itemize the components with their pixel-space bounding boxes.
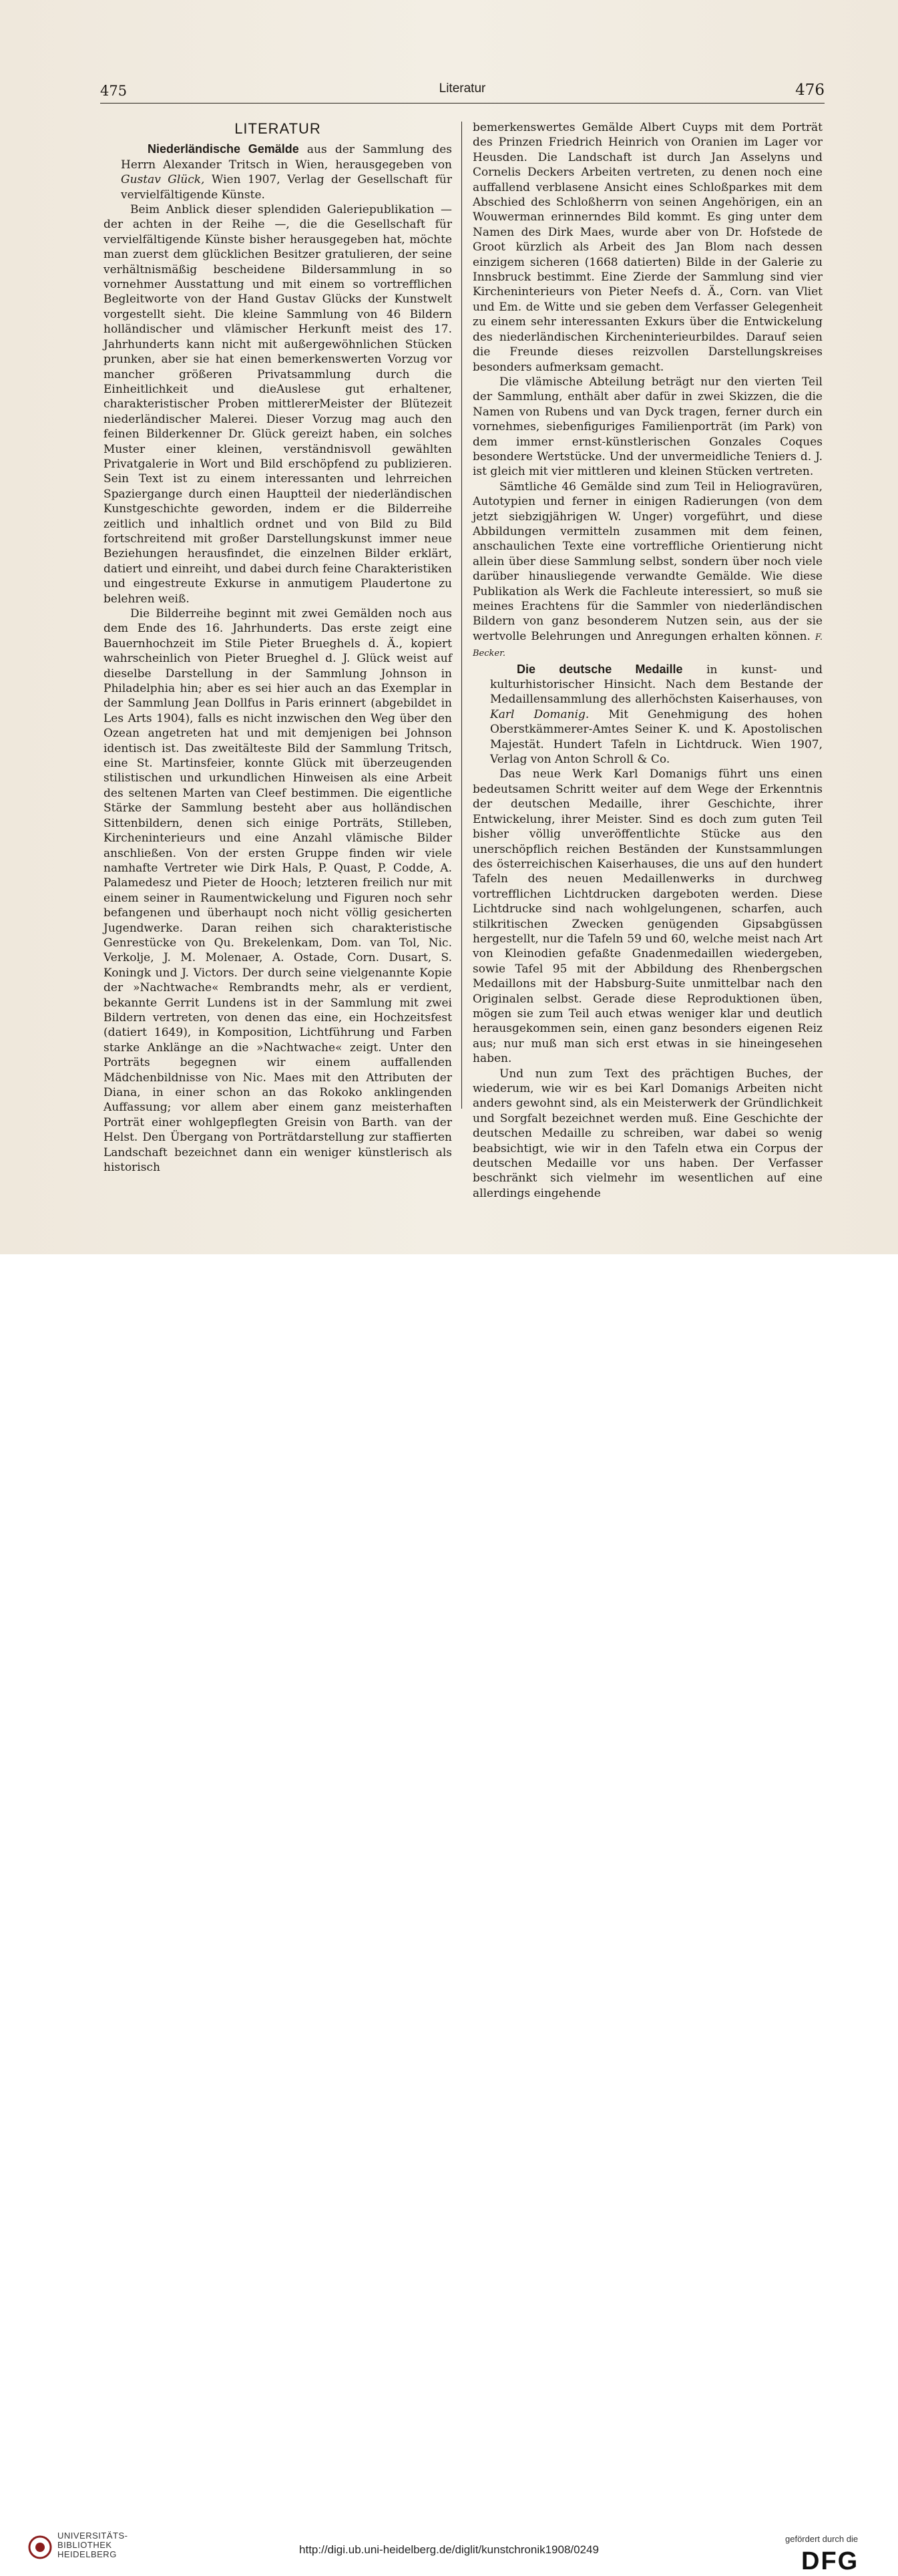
paragraph: Die Bilderreihe beginnt mit zwei Gemälden noch aus dem Ende des 16. Jahrhunderts. Das erste zeigt eine Bauernhochzeit im Stile Pieter Brueghels d. Ä., kopiert wahrscheinlich von Pieter Brueghel d. J. Glück weist auf dieselbe Darstellung in der Sammlung Johnson in Philadelphia hin; aber es sei hier auch an das Exemplar in der Sammlung Jean Dollfus in Paris erinnert (abgebildet in Les Arts 1904), falls es nicht inzwischen den Weg über den Ozean angetreten hat und mit demjenigen bei Johnson identisch ist. Das zweitälteste Bild der Sammlung Tritsch, eine St. Martinsfeier, konnte Glück mit überzeugenden stilistischen und urkundlichen Hinweisen als eine Arbeit des seltenen Marten van Cleef bestimmen. Die eigentliche Stärke der Sammlung besteht aber aus holländischen Sittenbildern, denen sich einige Porträts, Stilleben, Kircheninterieurs und eine Anzahl vlämische Bilder anschließen. Von der ersten Gruppe finden wir viele namhafte Vertreter wie Dirk Hals, P. Quast, P. Codde, A. Palamedesz und Pieter de Hooch; letzteren freilich nur mit einem seiner in Raumentwickelung und Figuren noch sehr befangenen und überhaupt noch nicht völlig gesicherten Jugendwerke. Daran reihen sich charakteristische Genrestücke von Qu. Brekelenkam, Dom. van Tol, Nic. Verkolje, J. M. Molenaer, A. Ostade, Corn. Dusart, S. Koningk und J. Victors. Der durch seine vielgenannte Kopie der »Nachtwache« Rembrandts mehr, als er verdient, bekannte Gerrit Lundens ist in der Sammlung mit zwei Bildern vertreten, von denen das eine, ein Hochzeitsfest (datiert 1649), in Komposition, Lichtführung und Farben starke Anklänge an die »Nachtwache« zeigt. Unter den Porträts begegnen wir einem auffallenden Mädchenbildnisse von Nic. Maes mit den Attributen der Diana, in einer schon an das Rokoko anklingenden Auffassung; vor allem aber einem ganz meisterhaften Porträt einer wohlgepflegten Greisin von Barth. van der Helst. Den Übergang von Porträtdarstellung zur staffierten Landschaft bezeichnet dann ein weniger künstlerisch als historisch [103,607,452,1175]
page-number-left: 475 [100,83,128,99]
entry-text: aus der Sammlung des Herrn Alexander Tritsch in Wien, herausgegeben von [121,143,452,172]
paragraph: Das neue Werk Karl Domanigs führt uns einen bedeutsamen Schritt weiter auf dem Wege der Erkenntnis der deutschen Medaille, ihrer Geschichte, ihrer Entwickelung, ihrer Meister. Sind es doch zum guten Teil bisher völlig unveröffentlichte Stücke aus den unerschöpflich reichen Beständen der Kunstsammlungen des österreichischen Kaiserhauses, die uns auf den hundert Tafeln des neuen Medaillenwerks in durchweg vortrefflichen Lichtdrucken dargeboten werden. Diese Lichtdrucke sind nach wohlgelungenen, scharfen, auch stilkritischen Zwecken genügenden Gipsabgüssen hergestellt, nur die Tafeln 59 und 60, welche meist nach Art von Kleinodien gefaßte Gnadenmedaillen wiedergeben, sowie Tafel 95 mit der Abbildung des Rhenbergschen Medaillons mit der Habsburg-Suite unmittelbar nach den Originalen selbst. Gerade diese Reproduktionen üben, mögen sie zum Teil auch etwas weniger klar und deutlich herausgekommen sein, einen ganz besonders eigenen Reiz aus; nur muß man sich erst etwas in sie hineingesehen haben. [473,767,823,1066]
paragraph [473,480,823,662]
page-number-right: 476 [795,81,825,99]
review-entry-heading [473,662,823,767]
left-column [103,120,452,1175]
entry-publisher: Wien 1907, Verlag der Gesellschaft für vervielfältigende Künste. [121,173,452,202]
funding-text: gefördert durch die [785,2534,859,2544]
entry-text: in kunst- und kulturhistorischer Hinsicht. Nach dem Bestande der Medaillensammlung des allerhöchsten Kaiserhauses, von [490,663,823,707]
permalink-url[interactable]: http://digi.ub.uni-heidelberg.de/diglit/kunstchronik1908/0249 [299,2543,599,2556]
entry-publisher: Mit Genehmigung des hohen Oberstkämmerer-Amtes Seiner K. und K. Apostolischen Majestät. Hundert Tafeln in Lichtdruck. Wien 1907, Verlag von Anton Schroll & Co. [490,707,823,767]
entry-author: Karl Domanig. [490,707,590,721]
dfg-logo: DFG [801,2547,859,2575]
header-rule [100,103,825,104]
right-column [473,120,823,1201]
paragraph: Und nun zum Text des prächtigen Buches, der wiederum, wie wir es bei Karl Domanigs Arbeiten nicht anders gewohnt sind, als ein Meisterwerk der Gründlichkeit und Sorgfalt bezeichnet werden muß. Eine Geschichte der deutschen Medaille zu schreiben, war dabei so wenig beabsichtigt, wie wir in den Tafeln etwa ein Corpus der deutschen Medaille vor uns haben. Der Verfasser beschränkt sich vielmehr im wesentlichen auf eine allerdings eingehende [473,1067,823,1200]
footer-bar [0,1254,898,2575]
paragraph-text: Sämtliche 46 Gemälde sind zum Teil in Heliogravüren, Autotypien und ferner in einigen Radierungen (von dem jetzt siebzigjährigen W. Unger) vorgeführt, und diese Abbildungen vermitteln zusammen mit dem feinen, anschaulichen Texte eine vortreffliche Orientierung nicht allein über diese Sammlung selbst, sondern über noch viele darüber hinausliegende verwandte Gemälde. Wie diese Publikation als Werk die Fachleute interessiert, so muß sie meines Erachtens für die Sammler von niederländischen Bildern von ganz besonderem Nutzen sein, aus der sie wertvolle Belehrungen und Anregungen erhalten können. [473,480,823,643]
institution-line: UNIVERSITÄTS- [57,2531,128,2541]
entry-author: Gustav Glück, [121,173,205,187]
entry-title: Niederländische Gemälde [148,142,299,156]
running-header [100,80,825,100]
scanned-page [0,0,898,1254]
review-entry-heading [103,142,452,202]
paragraph: Beim Anblick dieser splendiden Galeriepublikation — der achten in der Reihe —, die die Gesellschaft für vervielfältigende Künste bisher herausgegeben hat, möchte man zuerst dem glücklichen Besitzer gratulieren, der seine verhältnismäßig bescheidene Bildersammlung in so vornehmer Ausstattung und mit einem so vortrefflichen Begleitworte von der Hand Gustav Glücks der Kunstwelt vorgestellt sieht. Die kleine Sammlung von 46 Bildern holländischer und vlämischer Herkunft meist des 17. Jahrhunderts kann nicht mit außergewöhnlichen Stücken prunken, aber sie hat einen bemerkenswerten Vorzug vor mancher größeren Privatsammlung durch die Einheitlichkeit und dieAuslese gut erhaltener, charakteristischer Proben mittlererMeister der Blütezeit niederländischer Malerei. Dieser Vorzug mag auch den feinen Bilderkenner Dr. Glück gereizt haben, ein solches Muster einer kleinen, verständnisvoll gewählten Privatgalerie in Wort und Bild erschöpfend zu publizieren. Sein Text ist zu einem interessanten und lehrreichen Spaziergange durch einen Hauptteil der niederländischen Kunstgeschichte geworden, indem er die Bilderreihe zeitlich und inhaltlich ordnet und von Bild zu Bild fortschreitend mit großer Darstellungskunst immer neue Beziehungen herausfindet, die einzelnen Bilder erklärt, datiert und einreiht, und dabei durch feine Charakteristiken und eingestreute Exkurse in anmutigem Plaudertone zu belehren weiß. [103,203,452,606]
section-heading: LITERATUR [234,120,321,137]
paragraph: Die vlämische Abteilung beträgt nur den vierten Teil der Sammlung, enthält aber dafür in zwei Skizzen, die die Namen von Rubens und van Dyck tragen, ferner durch ein vornehmes, siebenfiguriges Familienporträt (im Park) von dem immer ernst-künstlerischen Gonzales Coques besondere Wertstücke. Und der unvermeidliche Teniers d. J. ist gleich mit vier mittleren und kleinen Stücken vertreten. [473,375,823,479]
paragraph: bemerkenswertes Gemälde Albert Cuyps mit dem Porträt des Prinzen Friedrich Heinrich von Oranien im Lager vor Heusden. Die Landschaft ist durch Jan Asselyns und Cornelis Deckers Arbeiten vertreten, zu denen noch eine auffallend verblasene Ansicht eines Schloßparkes mit dem Abschied des Schloßherrn von seinen Angehörigen, ein an Wouwerman erinnerndes Bild kommt. Es ging unter dem Namen des Dirk Maes, wurde aber von Dr. Hofstede de Groot kürzlich als Arbeit des Jan Blom nach dessen einzigem sicheren (1668 datierten) Bilde in der Galerie zu Innsbruck bestimmt. Eine Zierde der Sammlung sind vier Kircheninterieurs von Pieter Neefs d. Ä., Corn. van Vliet und Em. de Witte und sie geben dem Verfasser Gelegenheit zu einem sehr interessanten Exkurs über die Entwickelung des niederländischen Kircheninterieurbildes. Darauf seien die Freunde dieses reizvollen Darstellungskreises besonders aufmerksam gemacht. [473,121,823,374]
column-divider [461,122,462,1109]
signature: F. Becker. [473,632,823,659]
institution-line: BIBLIOTHEK [57,2540,112,2550]
entry-title: Die deutsche Medaille [517,662,683,676]
institution-line: HEIDELBERG [57,2549,117,2559]
running-title: Literatur [439,81,486,96]
